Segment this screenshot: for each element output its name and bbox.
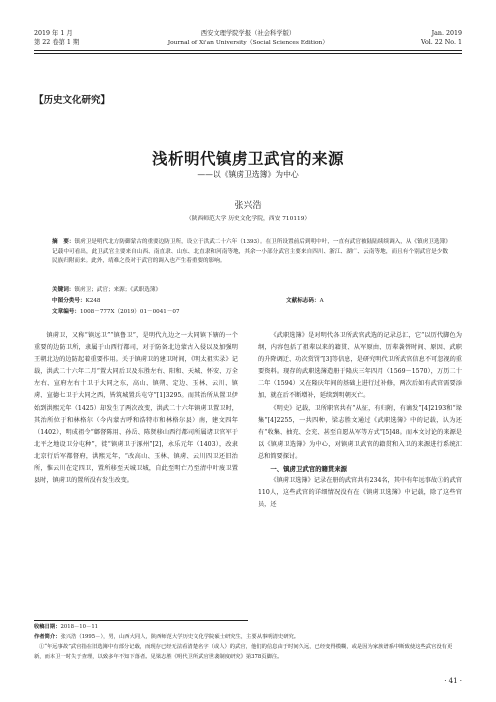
header-date-en: Jan. 2019 (431, 30, 462, 37)
article-value: 1008－777X（2019）01－0041－07 (79, 309, 180, 315)
article-label: 文章编号： (52, 309, 80, 315)
section-heading: 一、镇虏卫武官的籍贯来源 (270, 465, 348, 474)
article-title: 浅析明代镇虏卫武官的来源 (151, 150, 344, 168)
section-tag: 【历史文化研究】 (34, 95, 111, 106)
article-number (52, 308, 180, 317)
abstract-label: 摘 要： (52, 239, 75, 245)
author-bio-text: 张兴浩（1995－），男，山西大同人，陕西师范大学历史文化学院硕士研究生，主要从事明清史研究。 (60, 634, 300, 640)
doc-code (286, 297, 324, 306)
body-paragraph: 镇虏卫，又称“镇远卫”“镇鲁卫”，是明代九边之一大同镇下辖的一个重要的边防卫所，隶属于山西行都司，对于防备北边蒙古入侵以及加强明王朝北边的边防起着重要作用。关于镇虏卫的建卫时间，《明太祖实录》记载，洪武二十六年二月“置大同后卫及东胜左右、阳和、天城、怀安、万全左右、宣府左右十卫于大同之东，高山、镇朔、定边、玉林、云川、镇虏、宣德七卫于大同之西，皆筑城置兵屯守”[1]3295。而其治所从置卫伊始到洪熙元年（1425）却发生了两次改变，洪武二十六年镇虏卫置卫时，其治所位于和林格尔（今内蒙古呼和浩特市和林格尔县）南，建文四年（1402），明成祖令“鄜督陈用、孙岳、陈贤移山西行都司所属诸卫官军于北平之地设卫分屯种”，徙“镇虏卫于涿州”[2]，永乐元年（1403），改隶北京行后军都督府，洪熙元年，“改高山、玉林、镇虏、云川四卫还旧治所，惟云川在定四卫，置所移至天城卫城，自此至明亡乃至清中叶废卫置县时，镇虏卫的置所没有发生改变。 (34, 332, 238, 485)
page-number: · 41 · (444, 677, 462, 685)
header-date: 2019 年 1 月 (34, 30, 73, 37)
author-affiliation: （陕西师范大学 历史文化学院，西安 710119） (185, 216, 311, 222)
header-rule-thin (34, 53, 462, 54)
doc-value: A (319, 298, 324, 304)
clc-value: K248 (85, 298, 101, 304)
header-volume: 第 22 卷第 1 期 (34, 39, 80, 46)
body-right-column (258, 330, 462, 511)
article-subtitle: ——以《镇虏卫选簿》为中心 (197, 170, 299, 179)
received-value: 2018－10－11 (60, 624, 99, 630)
keywords (52, 286, 448, 295)
keywords-label: 关键词： (52, 287, 75, 293)
footnote-1: ①“年远事故”武官指在旧选簿中有部分记载，而现存已经无法看清楚名字（或人）的武官，他们的信息由于时间久远，已经变得模糊，或是因为家族谱系中断致使这些武官没有更新，而本卫一时失于查理，以致多年不知下落者。见梁志胜《明代卫所武官世袭制度研究》第378页脚注。 (34, 644, 453, 660)
author-bio-label: 作者简介： (34, 634, 61, 640)
keywords-text: 镇虏卫；武官；来源；《武职选簿》 (74, 287, 162, 293)
body-paragraph: 《明史》记载，卫所职官共有“从征，有归附，有谪发”[4]2193和“垛集”[4]2255，一共四种，梁志胜文通过《武职选簿》中的记载，认为还有“收集、抽充、会充、甚至自愿从军等方式”[5]48。而本文讨论的来源是以《镇虏卫选簿》为中心，对镇虏卫武官的籍贯和入卫的来源进行系统汇总和简要探讨。 (258, 404, 462, 460)
received-date (34, 623, 462, 633)
clc-label: 中图分类号： (52, 298, 86, 304)
received-label: 收稿日期： (34, 624, 61, 630)
doc-label: 文献标志码： (286, 298, 320, 304)
body-paragraph: 《武职选簿》是对明代各卫所武官武选的记录总汇，它“以历代脚色为纲，内容包括了祖辈以来的籍贯、从军原由、历辈袭替时间、原因、武职的升降调迁、功次赏罚”[3]等信息，是研究明代卫所武官信息不可忽视的重要资料。现存的武职选簿造册于隆庆三年四月（1569－1570），万历二十二年（1594）又在隆庆年间的基础上进行过补修，两次后如有武官需要添加，就在后不断增补，延续到明朝灭亡。 (258, 332, 462, 400)
footnote-rule (34, 620, 248, 621)
clc-number (52, 297, 100, 306)
body-left-column (34, 330, 238, 487)
abstract (52, 238, 448, 267)
header-volume-en: Vol. 22 No. 1 (421, 39, 462, 46)
journal-name-en: Journal of Xi'an University（Social Sciences Edition） (167, 40, 329, 46)
header-rule-thick (34, 50, 462, 51)
abstract-text: 镇虏卫是明代北方防御蒙古的重要边防卫所，设立于洪武二十六年（1393）。在卫所设置前后到明中叶，一直有武官被陆陆续续调入，从《镇虏卫选簿》记载中可看出，此卫武官主要来自山西、南直隶、山东、北直隶和河南等地，其余一小部分武官主要来自四川、浙江、湖广、云南等地，而且有个别武官是少数民族归附而来。此外，靖难之役对于武官的调入也产生着重要的影响。 (52, 239, 448, 265)
author-name: 张兴浩 (234, 201, 262, 211)
body-paragraph: 《镇虏卫选簿》记录在册的武官共有234名，其中有年远事故①的武官110人，这些武官的详细情况没有在《镇虏卫选簿》中记载，除了这些官员，还 (258, 477, 462, 509)
journal-name-cn: 西安文理学院学报（社会科学版） (200, 30, 296, 37)
author-bio (34, 633, 462, 643)
